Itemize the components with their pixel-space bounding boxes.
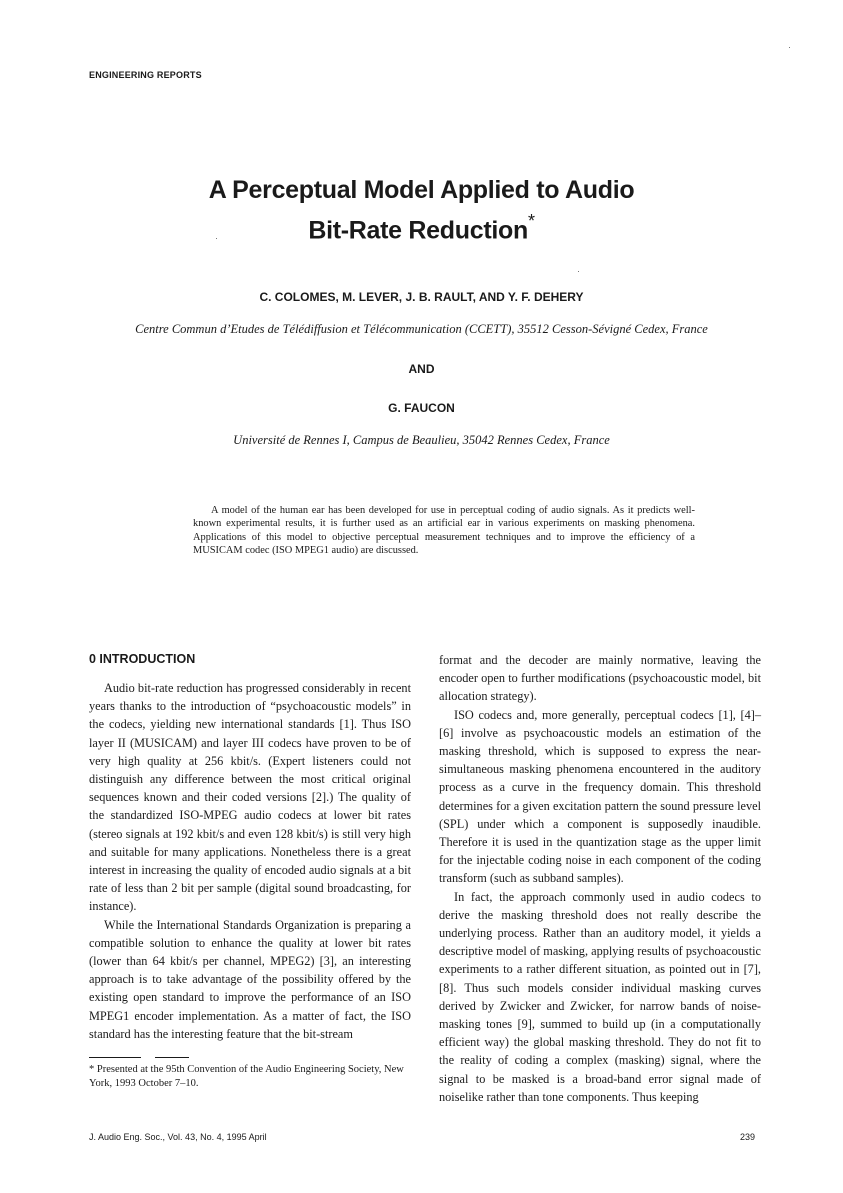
footnote <box>89 1063 411 1090</box>
body-paragraph: Audio bit-rate reduction has progressed considerably in recent years thanks to the introduction of “psychoacoustic models” in the codecs, yielding new international standards [1]. Thus ISO layer II (MUSICAM) and layer III codecs have proven to be of very high quality at 256 kbit/s. (Expert listeners could not distinguish any difference between the most critical original sequences known and their coded versions [2].) The quality of the standardized ISO-MPEG audio codecs at lower bit rates (stereo signals at 192 kbit/s and even 128 kbit/s) is still very high and suitable for many applications. Nonetheless there is a great interest in increasing the quality of encoded audio signals at a bit rate of less than 2 bit per sample (digital sound broadcasting, for instance). <box>89 681 411 914</box>
running-head: ENGINEERING REPORTS <box>89 70 202 80</box>
author-list: C. COLOMES, M. LEVER, J. B. RAULT, AND Y. F. DEHERY <box>259 290 584 304</box>
paper-title <box>0 174 843 247</box>
scan-speck <box>789 47 790 48</box>
body-column-right <box>439 651 761 1106</box>
abstract <box>193 504 695 558</box>
body-paragraph: ISO codecs and, more generally, perceptual codecs [1], [4]–[6] involve as psychoacoustic models an estimation of the masking threshold, which is supposed to express the near-simultaneous masking phenomena encountered in the auditory process as a curve in the frequency domain. This threshold determines for a given excitation pattern the sound pressure level (SPL) under which a component is supposedly inaudible. Therefore it is used in the quantization stage as the upper limit for the injectable coding noise in each component of the coding transform (such as subband samples). <box>439 707 761 886</box>
page-number: 239 <box>740 1132 756 1142</box>
footnote-mark: * <box>89 1064 95 1075</box>
author-faucon: G. FAUCON <box>388 401 455 415</box>
paper-title-line-2 <box>0 207 843 247</box>
author-conjunction: AND <box>408 362 435 376</box>
title-footnote-mark: * <box>527 211 535 231</box>
section-heading-introduction: 0 INTRODUCTION <box>89 652 196 666</box>
body-paragraph: format and the decoder are mainly normative, leaving the encoder open to further modifications (psychoacoustic model, bit allocation strategy). <box>439 653 761 704</box>
journal-citation: J. Audio Eng. Soc., Vol. 43, No. 4, 1995 April <box>89 1132 267 1142</box>
scan-speck <box>216 238 217 239</box>
footnote-text: Presented at the 95th Convention of the Audio Engineering Society, New York, 1993 October 7–10. <box>89 1064 404 1089</box>
paper-title-line-2-text: Bit-Rate Reduction <box>308 216 528 245</box>
abstract-text: A model of the human ear has been developed for use in perceptual coding of audio signals. As it predicts well-known experimental results, it is further used as an artificial ear in various experiments on masking phenomena. Applications of this model to objective perceptual measurement techniques and to improve the efficiency of a MUSICAM codec (ISO MPEG1 audio) are discussed. <box>193 505 695 557</box>
body-column-left <box>89 651 411 1043</box>
body-paragraph: In fact, the approach commonly used in audio codecs to derive the masking threshold does not really describe the underlying process. Rather than an auditory model, it yields a descriptive model of masking, applying results of psychoacoustic experiments to a rather different situation, as pointed out in [7], [8]. Thus such models consider individual masking curves derived by Zwicker and Zwicker, for narrow bands of noise-masking tones [9], summed to build up (in a computationally efficient way) the global masking threshold. They do not fit to the reality of coding a complex (masking) signal, where the signal to be masked is a broad-band error signal made of noiselike rather than tone components. Thus keeping <box>439 889 761 1104</box>
affiliation-rennes: Université de Rennes I, Campus de Beaulieu, 35042 Rennes Cedex, France <box>233 433 610 447</box>
body-paragraph: While the International Standards Organization is preparing a compatible solution to enhance the quality at lower bit rates (lower than 64 kbit/s per channel, MPEG2) [3], an interesting approach is to take advantage of the possibility offered by the existing open standard to improve the performance of an ISO MPEG1 encoder implementation. As a matter of fact, the ISO standard has the interesting feature that the bit-stream <box>89 917 411 1041</box>
scan-speck <box>578 271 579 272</box>
paper-title-line-1: A Perceptual Model Applied to Audio <box>208 176 635 204</box>
affiliation-ccett: Centre Commun d’Etudes de Télédiffusion et Télécommunication (CCETT), 35512 Cesson-Sévigné Cedex, France <box>135 322 708 336</box>
